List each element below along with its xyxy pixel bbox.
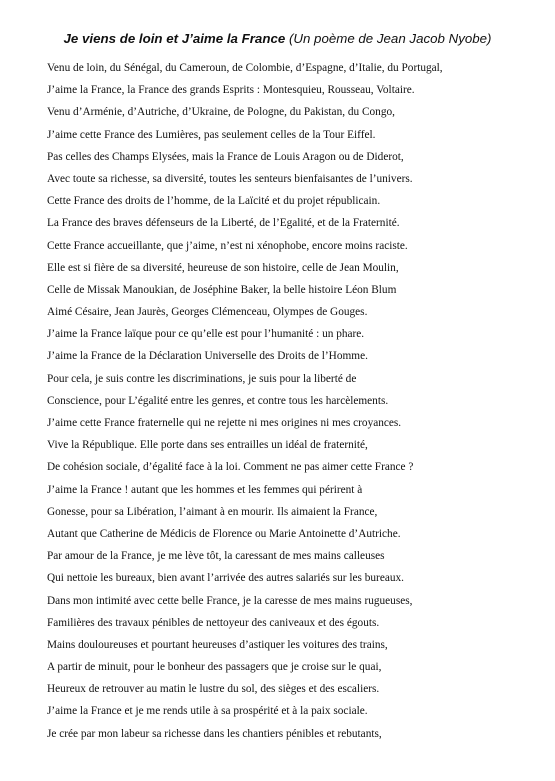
poem-line: La France des braves défenseurs de la Liberté, de l’Egalité, et de la Fraternité. [47,217,400,230]
poem-line: Vive la République. Elle porte dans ses entrailles un idéal de fraternité, [47,439,368,452]
poem-line: Pour cela, je suis contre les discriminations, je suis pour la liberté de [47,372,357,385]
poem-line: De cohésion sociale, d’égalité face à la loi. Comment ne pas aimer cette France ? [47,461,414,474]
poem-line: J’aime la France et je me rends utile à sa prospérité et à la paix sociale. [47,705,368,718]
poem-line: Venu d’Arménie, d’Autriche, d’Ukraine, de Pologne, du Pakistan, du Congo, [47,106,395,119]
poem-line: J’aime la France ! autant que les hommes et les femmes qui périrent à [47,483,363,496]
poem-line: Cette France des droits de l’homme, de la Laïcité et du projet républicain. [47,195,381,208]
poem-line: Conscience, pour L’égalité entre les genres, et contre tous les harcèlements. [47,394,389,407]
poem-line: Familières des travaux pénibles de nettoyeur des caniveaux et des égouts. [47,616,380,629]
poem-line: Elle est si fière de sa diversité, heureuse de son histoire, celle de Jean Moulin, [47,261,399,274]
poem-line: Avec toute sa richesse, sa diversité, toutes les senteurs bienfaisantes de l’univers. [47,172,413,185]
poem-line: Qui nettoie les bureaux, bien avant l’arrivée des autres salariés sur les bureaux. [47,572,404,585]
poem-line: Dans mon intimité avec cette belle France, je la caresse de mes mains rugueuses, [47,594,413,607]
poem-line: Gonesse, pour sa Libération, l’aimant à en mourir. Ils aimaient la France, [47,505,378,518]
poem-line: J’aime cette France fraternelle qui ne rejette ni mes origines ni mes croyances. [47,417,402,429]
poem-line: Cette France accueillante, que j’aime, n’est ni xénophobe, encore moins raciste. [47,239,408,252]
poem-title-main: Je viens de loin et J’aime la France [63,31,286,46]
poem-line: Pas celles des Champs Elysées, mais la France de Louis Aragon ou de Diderot, [47,150,404,163]
poem-line: Par amour de la France, je me lève tôt, la caressant de mes mains calleuses [47,550,385,563]
poem-line: J’aime la France de la Déclaration Universelle des Droits de l’Homme. [47,350,368,363]
poem-line: J’aime la France laïque pour ce qu’elle est pour l’humanité : un phare. [47,328,365,341]
poem-line: J’aime la France, la France des grands Esprits : Montesquieu, Rousseau, Voltaire. [47,84,415,97]
poem-line: Venu de loin, du Sénégal, du Cameroun, de Colombie, d’Espagne, d’Italie, du Portugal, [47,62,443,74]
poem-line: A partir de minuit, pour le bonheur des passagers que je croise sur le quai, [47,661,382,674]
poem-line: J’aime cette France des Lumières, pas seulement celles de la Tour Eiffel. [47,128,376,141]
poem-body [47,57,443,745]
poem-line: Heureux de retrouver au matin le lustre du sol, des sièges et des escaliers. [47,683,380,696]
poem-line: Je crée par mon labeur sa richesse dans les chantiers pénibles et rebutants, [47,727,382,740]
poem-title [0,30,555,48]
poem-title-attribution: (Un poème de Jean Jacob Nyobe) [288,31,492,46]
poem-line: Aimé Césaire, Jean Jaurès, Georges Clémenceau, Olympes de Gouges. [47,306,368,319]
poem-line: Mains douloureuses et pourtant heureuses d’astiquer les voitures des trains, [47,638,388,651]
poem-line: Celle de Missak Manoukian, de Joséphine Baker, la belle histoire Léon Blum [47,283,397,296]
poem-line: Autant que Catherine de Médicis de Florence ou Marie Antoinette d’Autriche. [47,527,401,540]
